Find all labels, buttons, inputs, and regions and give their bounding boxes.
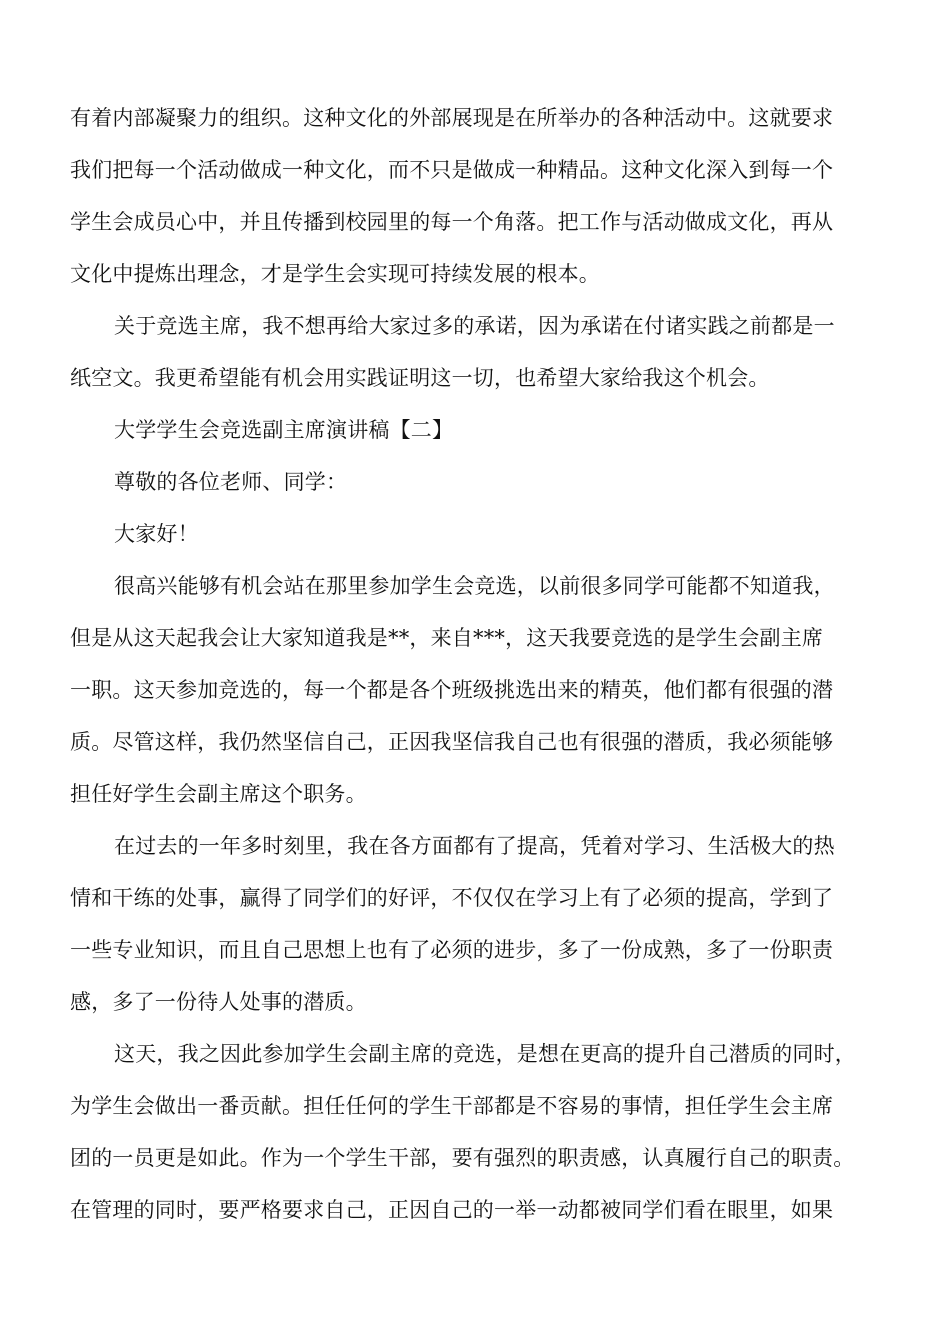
text-line: 为学生会做出一番贡献。担任任何的学生干部都是不容易的事情，担任学生会主席 [70,1094,834,1118]
paragraph-first-line: 关于竞选主席，我不想再给大家过多的承诺，因为承诺在付诸实践之前都是一 [114,314,835,338]
text-line: 我们把每一个活动做成一种文化，而不只是做成一种精品。这种文化深入到每一个 [70,158,834,182]
text-line: 情和干练的处事，赢得了同学们的好评，不仅仅在学习上有了必须的提高，学到了 [70,886,834,910]
text-line: 感，多了一份待人处事的潜质。 [70,990,367,1014]
paragraph-first-line: 在过去的一年多时刻里，我在各方面都有了提高，凭着对学习、生活极大的热 [114,834,835,858]
salutation: 尊敬的各位老师、同学： [114,470,348,494]
greeting: 大家好！ [114,522,199,546]
text-line: 学生会成员心中，并且传播到校园里的每一个角落。把工作与活动做成文化，再从 [70,210,834,234]
document-page [70,92,890,1236]
text-line: 有着内部凝聚力的组织。这种文化的外部展现是在所举办的各种活动中。这就要求 [70,106,834,130]
section-heading: 大学学生会竞选副主席演讲稿【二】 [114,418,454,442]
text-line: 一些专业知识，而且自己思想上也有了必须的进步，多了一份成熟，多了一份职责 [70,938,834,962]
text-line: 文化中提炼出理念，才是学生会实现可持续发展的根本。 [70,262,600,286]
text-line: 在管理的同时，要严格要求自己，正因自己的一举一动都被同学们看在眼里，如果 [70,1198,834,1222]
text-line: 一职。这天参加竞选的，每一个都是各个班级挑选出来的精英，他们都有很强的潜 [70,678,834,702]
paragraph-first-line: 很高兴能够有机会站在那里参加学生会竞选，以前很多同学可能都不知道我， [114,574,835,598]
text-line: 团的一员更是如此。作为一个学生干部，要有强烈的职责感，认真履行自己的职责。 [70,1146,855,1170]
paragraph-first-line: 这天，我之因此参加学生会副主席的竞选，是想在更高的提升自己潜质的同时， [114,1042,856,1066]
text-line: 质。尽管这样，我仍然坚信自己，正因我坚信我自己也有很强的潜质，我必须能够 [70,730,834,754]
text-line: 担任好学生会副主席这个职务。 [70,782,367,806]
text-line: 但是从这天起我会让大家知道我是**，来自***，这天我要竞选的是学生会副主席 [70,626,824,650]
text-line: 纸空文。我更希望能有机会用实践证明这一切，也希望大家给我这个机会。 [70,366,770,390]
